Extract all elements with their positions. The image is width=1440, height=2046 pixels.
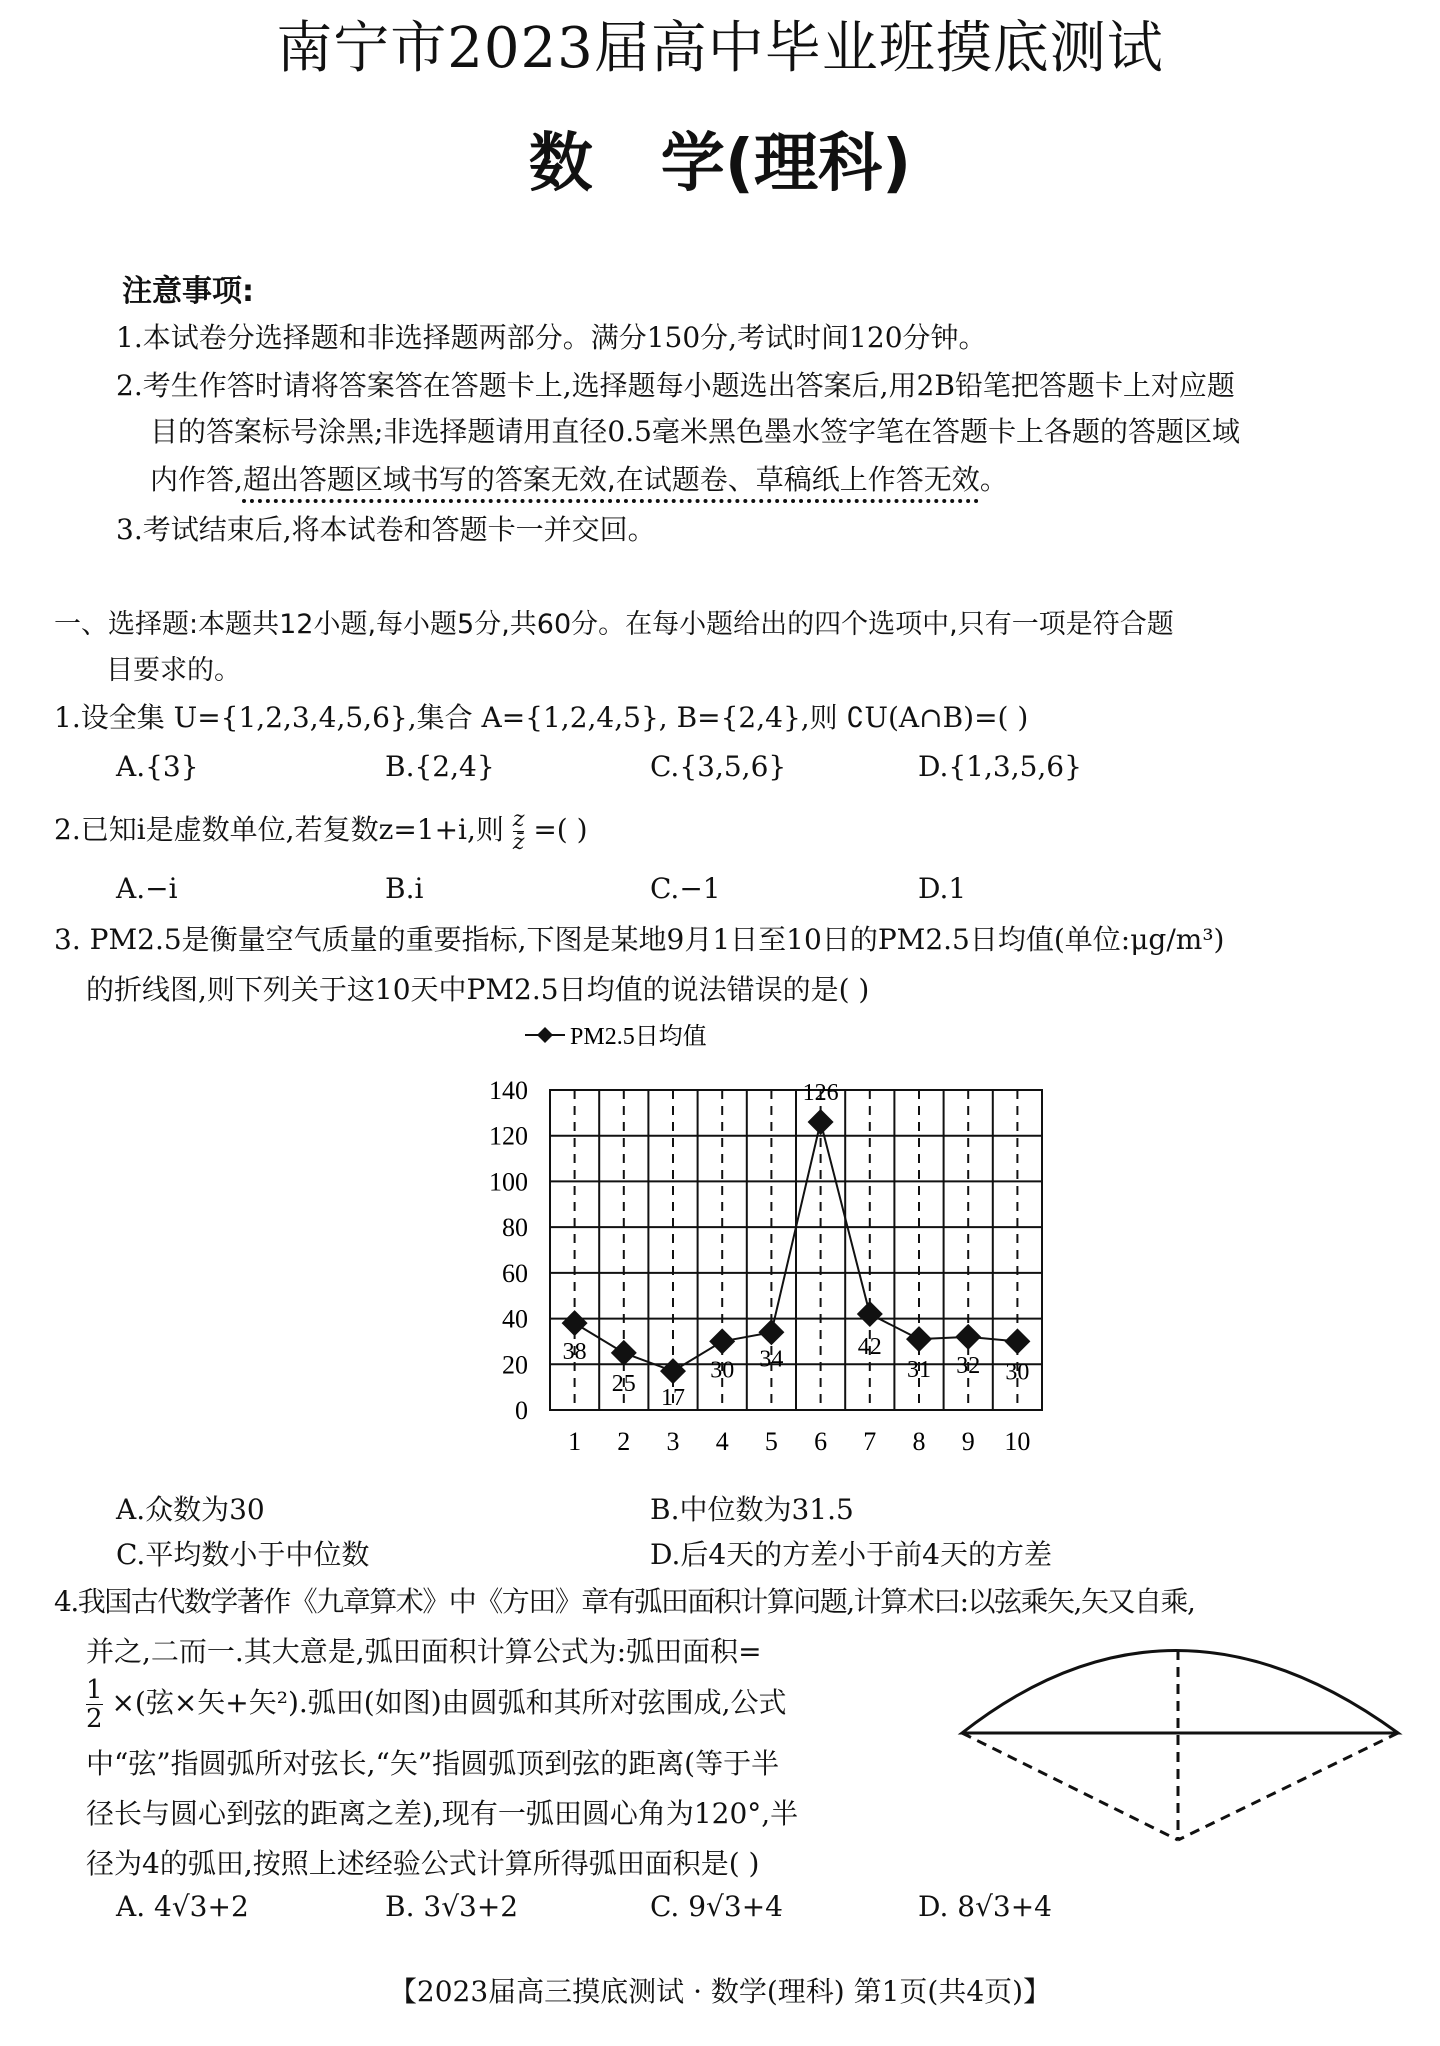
numerator: z (512, 807, 525, 832)
y-tick-label: 20 (502, 1350, 528, 1380)
page-footer: 【2023届高三摸底测试 · 数学(理科) 第1页(共4页)】 (388, 1975, 1052, 2008)
x-tick-label: 8 (912, 1427, 926, 1456)
data-point (709, 1328, 735, 1354)
q3-option-a: A.众数为30 (116, 1493, 265, 1526)
q4-option-c: C. 9√3+4 (650, 1890, 783, 1923)
notice-text: 内作答, (150, 463, 243, 496)
q4-text: ×(弦×矢+矢²).弧田(如图)由圆弧和其所对弦围成,公式 (111, 1686, 787, 1719)
x-tick-label: 1 (568, 1427, 582, 1456)
q2-option-b: B.i (385, 872, 424, 905)
q3-line-1: 3. PM2.5是衡量空气质量的重要指标,下图是某地9月1日至10日的PM2.5日均值(单位:μg/m³) (54, 923, 1225, 956)
y-tick-label: 60 (502, 1258, 528, 1288)
q3-option-d: D.后4天的方差小于前4天的方差 (650, 1538, 1052, 1571)
x-tick-label: 6 (814, 1427, 828, 1456)
half-fraction (86, 1676, 103, 1733)
y-tick-label: 100 (489, 1167, 528, 1197)
q4-line-6: 径为4的弧田,按照上述经验公式计算所得弧田面积是( ) (86, 1847, 760, 1880)
exam-title: 南宁市2023届高中毕业班摸底测试 (276, 16, 1164, 81)
data-label: 31 (907, 1357, 931, 1384)
q4-line-3 (86, 1676, 787, 1733)
q4-option-d: D. 8√3+4 (918, 1890, 1052, 1923)
y-tick-label: 120 (489, 1121, 528, 1151)
data-label: 17 (661, 1385, 685, 1412)
section-heading: 一、选择题:本题共12小题,每小题5分,共60分。在每小题给出的四个选项中,只有一项是符合题 (54, 609, 1174, 640)
x-tick-label: 2 (617, 1427, 631, 1456)
notice-item-3: 3.考试结束后,将本试卷和答题卡一并交回。 (116, 513, 656, 546)
x-tick-label: 7 (863, 1427, 877, 1456)
legend-marker (537, 1027, 553, 1043)
legend-label: PM2.5日均值 (570, 1024, 707, 1050)
subject-b: 学(理科) (660, 127, 912, 201)
data-point (562, 1310, 588, 1336)
y-tick-label: 80 (502, 1213, 528, 1243)
notice-item-2b: 目的答案标号涂黑;非选择题请用直径0.5毫米黑色墨水签字笔在答题卡上各题的答题区域 (150, 415, 1240, 448)
notice-item-1: 1.本试卷分选择题和非选择题两部分。满分150分,考试时间120分钟。 (116, 321, 987, 354)
data-point (660, 1358, 686, 1384)
q1-option-d: D.{1,3,5,6} (918, 750, 1082, 783)
data-label: 30 (710, 1357, 735, 1384)
denominator: z̄ (512, 830, 525, 855)
data-point (955, 1324, 981, 1350)
q1-option-a: A.{3} (116, 750, 199, 783)
data-point (906, 1326, 932, 1352)
data-point (1004, 1328, 1030, 1354)
q1-option-b: B.{2,4} (385, 750, 495, 783)
x-tick-label: 5 (764, 1427, 778, 1456)
emphasis-text: 超出答题区域书写的答案无效,在试题卷、草稿纸上作答无效 (242, 463, 980, 496)
y-tick-label: 140 (489, 1076, 528, 1105)
q3-option-b: B.中位数为31.5 (650, 1493, 854, 1526)
q2-option-c: C.−1 (650, 872, 721, 905)
q1-option-c: C.{3,5,6} (650, 750, 787, 783)
q3-line-2: 的折线图,则下列关于这10天中PM2.5日均值的说法错误的是( ) (86, 973, 870, 1006)
data-label: 32 (956, 1352, 981, 1379)
q4-option-a: A. 4√3+2 (116, 1890, 249, 1923)
q4-line-4: 中“弦”指圆弧所对弦长,“矢”指圆弧顶到弦的距离(等于半 (86, 1747, 780, 1780)
data-point (758, 1319, 784, 1345)
data-point (611, 1340, 637, 1366)
q2-text: 2.已知i是虚数单位,若复数z=1+i,则 (54, 813, 504, 846)
q2-text-end: =( ) (533, 813, 588, 846)
q4-option-b: B. 3√3+2 (385, 1890, 519, 1923)
data-label: 30 (1005, 1359, 1030, 1386)
q2-option-a: A.−i (116, 872, 178, 905)
q4-line-5: 径长与圆心到弦的距离之差),现有一弧田圆心角为120°,半 (86, 1797, 799, 1830)
notice-period: 。 (979, 463, 1008, 496)
data-label: 38 (562, 1339, 587, 1366)
x-tick-label: 4 (715, 1427, 729, 1456)
data-label: 25 (611, 1370, 636, 1397)
y-tick-label: 0 (515, 1396, 528, 1425)
y-tick-label: 40 (502, 1304, 528, 1334)
data-label: 126 (802, 1080, 839, 1106)
q2-option-d: D.1 (918, 872, 967, 905)
q1-stem: 1.设全集 U={1,2,3,4,5,6},集合 A={1,2,4,5}, B={2,4},则 ∁U(A∩B)=( ) (54, 701, 1029, 734)
notice-heading: 注意事项: (122, 274, 254, 309)
data-point (808, 1109, 834, 1135)
data-label: 42 (857, 1334, 882, 1360)
x-tick-label: 3 (666, 1427, 680, 1456)
numerator: 1 (86, 1675, 103, 1705)
data-point (857, 1301, 883, 1327)
q4-line-2: 并之,二而一.其大意是,弧田面积计算公式为:弧田面积= (86, 1635, 762, 1668)
x-tick-label: 10 (1004, 1427, 1031, 1456)
q4-line-1: 4.我国古代数学著作《九章算术》中《方田》章有弧田面积计算问题,计算术曰:以弦乘矢,矢又自乘, (54, 1585, 1195, 1618)
section-heading-2: 目要求的。 (106, 655, 241, 686)
notice-item-2: 2.考生作答时请将答案答在答题卡上,选择题每小题选出答案后,用2B铅笔把答题卡上对应题 (116, 369, 1235, 402)
q3-option-c: C.平均数小于中位数 (116, 1538, 370, 1571)
x-tick-label: 9 (961, 1427, 975, 1456)
denominator: 2 (86, 1704, 103, 1734)
data-label: 34 (759, 1346, 784, 1373)
arc-field-figure (950, 1620, 1410, 1860)
subject-a: 数 (528, 127, 593, 201)
